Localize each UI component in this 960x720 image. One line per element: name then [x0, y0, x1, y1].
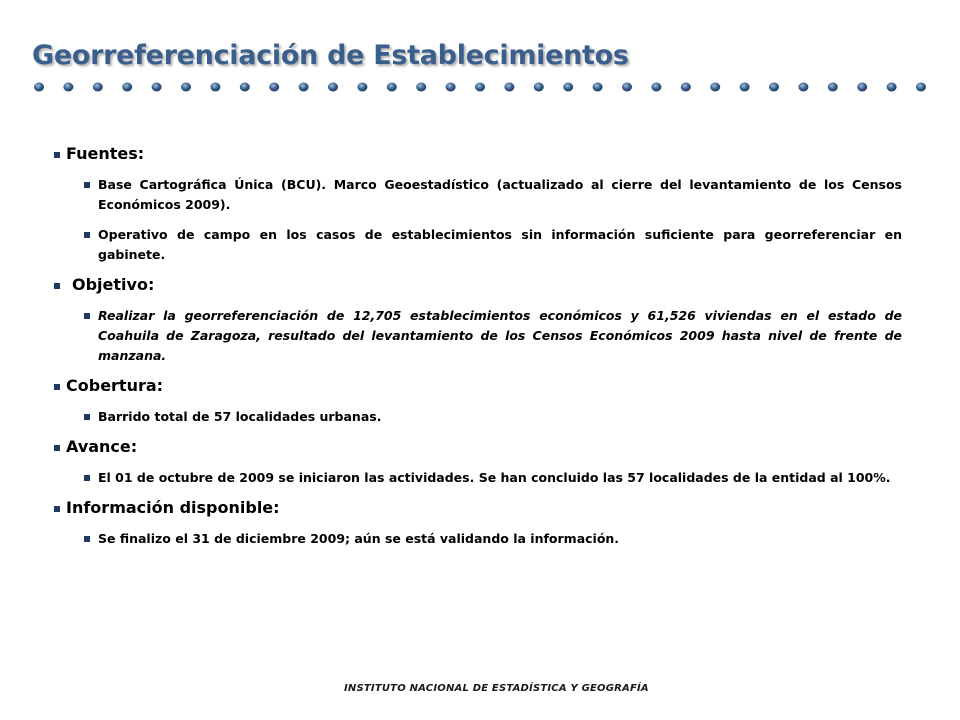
section-informacion-disponible — [54, 498, 902, 549]
square-bullet-icon — [84, 475, 90, 481]
divider-dot — [681, 83, 691, 92]
divider-dot — [798, 83, 808, 92]
divider-dot — [887, 83, 897, 92]
list-item-text: El 01 de octubre de 2009 se iniciaron las actividades. Se han concluido las 57 localidades de la entidad al 100%. — [98, 470, 891, 485]
list-item — [54, 306, 902, 366]
section-heading — [54, 437, 902, 457]
list-item — [54, 529, 902, 549]
list-item-text: Base Cartográfica Única (BCU). Marco Geoestadístico (actualizado al cierre del levantamiento de los Censos Económicos 2009). — [98, 177, 902, 212]
divider-dot — [857, 83, 867, 92]
divider-dot — [740, 83, 750, 92]
section-heading-text: Objetivo: — [72, 275, 155, 294]
divider-dot — [357, 83, 367, 92]
section-avance — [54, 437, 902, 488]
section-heading — [54, 144, 902, 164]
section-heading-text: Fuentes: — [66, 144, 145, 163]
dotted-divider — [30, 80, 935, 94]
section-objetivo — [54, 275, 902, 366]
content-body — [54, 144, 902, 559]
divider-dot — [651, 83, 661, 92]
section-cobertura — [54, 376, 902, 427]
divider-dot — [916, 83, 926, 92]
divider-dot — [152, 83, 162, 92]
list-item-text: Realizar la georreferenciación de 12,705 establecimientos económicos y 61,526 viviendas en el estado de Coahuila de Zaragoza, resultado del levantamiento de los Censos Económicos 2009 hasta nivel de frente de manzana. — [98, 308, 902, 363]
section-heading — [54, 376, 902, 396]
divider-dot — [269, 83, 279, 92]
list-item-text: Se finalizo el 31 de diciembre 2009; aún se está validando la información. — [98, 531, 620, 546]
square-bullet-icon — [54, 445, 60, 451]
divider-dot — [210, 83, 220, 92]
divider-dot — [387, 83, 397, 92]
square-bullet-icon — [54, 152, 60, 158]
square-bullet-icon — [84, 536, 90, 542]
divider-dot — [416, 83, 426, 92]
square-bullet-icon — [84, 232, 90, 238]
list-item — [54, 175, 902, 215]
section-heading — [54, 275, 902, 295]
list-item-text: Barrido total de 57 localidades urbanas. — [98, 409, 382, 424]
section-heading-text: Cobertura: — [66, 376, 164, 395]
divider-dot — [299, 83, 309, 92]
section-heading — [54, 498, 902, 518]
list-item — [54, 407, 902, 427]
section-heading-text: Información disponible: — [66, 498, 280, 517]
divider-dot — [534, 83, 544, 92]
divider-dot — [504, 83, 514, 92]
divider-dot — [240, 83, 250, 92]
divider-dot — [34, 83, 44, 92]
divider-dot — [446, 83, 456, 92]
section-fuentes — [54, 144, 902, 265]
divider-dot — [710, 83, 720, 92]
page-title: Georreferenciación de Establecimientos — [32, 40, 629, 71]
footer-institution: INSTITUTO NACIONAL DE ESTADÍSTICA Y GEOGRAFÍA — [344, 683, 649, 694]
section-heading-text: Avance: — [66, 437, 138, 456]
square-bullet-icon — [54, 506, 60, 512]
list-item — [54, 468, 902, 488]
divider-dot — [769, 83, 779, 92]
divider-dot — [593, 83, 603, 92]
divider-dot — [475, 83, 485, 92]
divider-dot — [622, 83, 632, 92]
square-bullet-icon — [54, 283, 60, 289]
square-bullet-icon — [54, 384, 60, 390]
divider-dot — [328, 83, 338, 92]
divider-dot — [93, 83, 103, 92]
divider-dot — [122, 83, 132, 92]
divider-dot — [63, 83, 73, 92]
square-bullet-icon — [84, 414, 90, 420]
divider-dot — [828, 83, 838, 92]
divider-dot — [181, 83, 191, 92]
list-item-text: Operativo de campo en los casos de establecimientos sin información suficiente para georreferenciar en gabinete. — [98, 227, 902, 262]
divider-dot — [563, 83, 573, 92]
square-bullet-icon — [84, 313, 90, 319]
square-bullet-icon — [84, 182, 90, 188]
list-item — [54, 225, 902, 265]
